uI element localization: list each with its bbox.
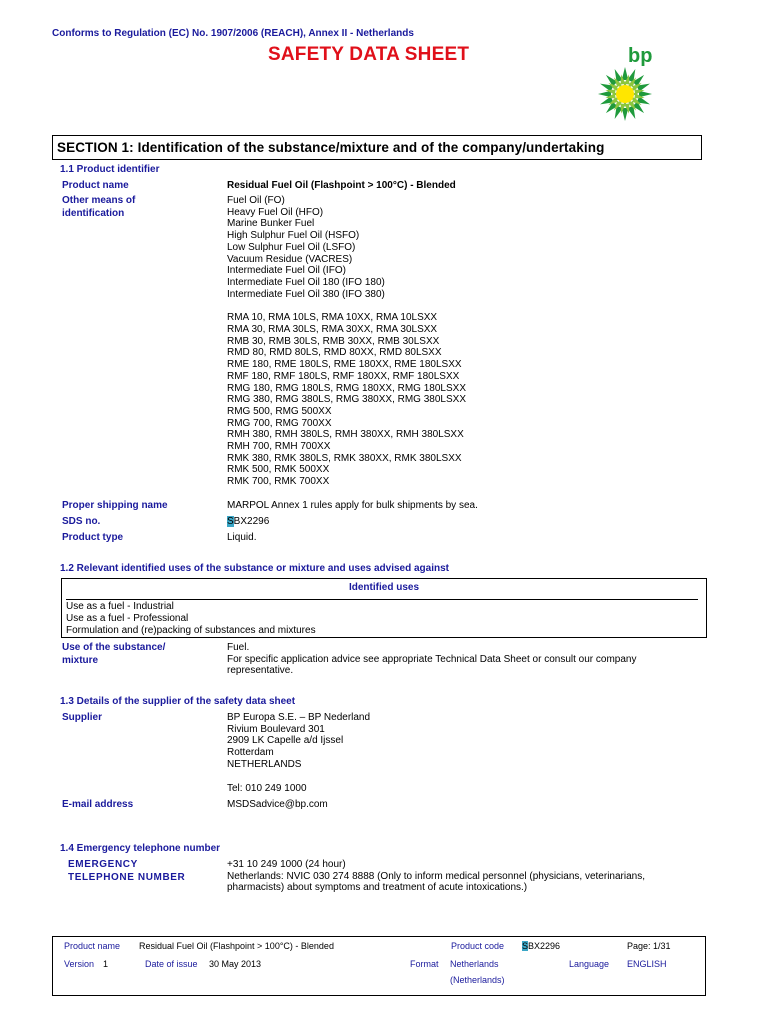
other-means-item: RMG 380, RMG 380LS, RMG 380XX, RMG 380LSXX: [227, 394, 466, 406]
emergency-label-line: EMERGENCY: [68, 859, 138, 870]
email-value[interactable]: MSDSadvice@bp.com: [227, 799, 328, 810]
other-means-item: RMF 180, RMF 180LS, RMF 180XX, RMF 180LSXX: [227, 370, 460, 382]
page-footer: [52, 936, 706, 996]
other-means-item: RMH 380, RMH 380LS, RMH 380XX, RMH 380LSXX: [227, 429, 464, 441]
subsection-1-3-title: 1.3 Details of the supplier of the safety data sheet: [60, 696, 296, 707]
other-means-item: RMK 700, RMK 700XX: [227, 476, 330, 488]
identified-uses-list: [66, 601, 316, 637]
subsection-1-2-title: 1.2 Relevant identified uses of the substance or mixture and uses advised against: [60, 563, 450, 574]
product-type-label: Product type: [62, 532, 124, 543]
other-means-list: [227, 195, 466, 488]
supplier-line: Rotterdam: [227, 747, 274, 759]
use-line: representative.: [227, 665, 294, 677]
other-means-item: RMK 500, RMK 500XX: [227, 464, 330, 476]
footer-language-label: Language: [569, 959, 610, 969]
identified-uses-divider: [66, 599, 698, 600]
footer-product-code-rest: BX2296: [528, 941, 561, 951]
regulation-notice: Conforms to Regulation (EC) No. 1907/2006 (REACH), Annex II - Netherlands: [52, 28, 414, 39]
emergency-line: Netherlands: NVIC 030 274 8888 (Only to inform medical personnel (physicians, veterinarians,: [227, 870, 645, 882]
other-means-label: Other means of identification: [62, 195, 136, 219]
email-label: E-mail address: [62, 799, 134, 810]
use-of-substance-value: [227, 642, 637, 677]
footer-format-label: Format: [410, 959, 439, 969]
other-means-item: Marine Bunker Fuel: [227, 218, 315, 230]
other-means-item: RMG 500, RMG 500XX: [227, 405, 332, 417]
supplier-label: Supplier: [62, 712, 103, 723]
other-means-item: High Sulphur Fuel Oil (HSFO): [227, 230, 360, 242]
bp-logo: [585, 42, 665, 122]
other-means-item: Low Sulphur Fuel Oil (LSFO): [227, 241, 356, 253]
supplier-line: BP Europa S.E. – BP Nederland: [227, 712, 371, 723]
other-means-item: RMB 30, RMB 30LS, RMB 30XX, RMB 30LSXX: [227, 335, 440, 347]
other-means-item: RMA 30, RMA 30LS, RMA 30XX, RMA 30LSXX: [227, 324, 438, 336]
logo-center: [616, 85, 634, 103]
footer-date-label: Date of issue: [145, 959, 198, 969]
identified-use-row: Use as a fuel - Professional: [66, 613, 189, 624]
emergency-numbers: [227, 859, 645, 894]
other-means-item: RMH 700, RMH 700XX: [227, 441, 331, 453]
other-means-item: RME 180, RME 180LS, RME 180XX, RME 180LSXX: [227, 359, 462, 371]
identified-uses-header: Identified uses: [348, 582, 419, 593]
supplier-line: Rivium Boulevard 301: [227, 723, 325, 735]
sds-number-value: [227, 516, 269, 528]
identified-uses-table: [61, 578, 707, 638]
bp-logo-text: bp: [628, 45, 653, 67]
footer-version-label: Version: [64, 959, 95, 969]
section-1-heading: SECTION 1: Identification of the substance/mixture and of the company/undertaking: [52, 135, 702, 160]
product-name-label: Product name: [62, 180, 129, 191]
other-means-item: Heavy Fuel Oil (HFO): [227, 206, 324, 218]
footer-date: 30 May 2013: [209, 959, 262, 969]
other-means-item: RMG 700, RMG 700XX: [227, 417, 332, 429]
emergency-line: pharmacists) about symptoms and treatment of acute intoxications.): [227, 882, 528, 894]
supplier-telephone: Tel: 010 249 1000: [227, 782, 307, 794]
other-means-item: Intermediate Fuel Oil (IFO): [227, 265, 346, 277]
subsection-1-4-title: 1.4 Emergency telephone number: [60, 843, 221, 854]
identified-use-row: Use as a fuel - Industrial: [66, 601, 174, 612]
product-name-value: Residual Fuel Oil (Flashpoint > 100°C) - Blended: [227, 180, 456, 191]
emergency-label: [68, 859, 185, 884]
other-means-item: RMG 180, RMG 180LS, RMG 180XX, RMG 180LSXX: [227, 382, 466, 394]
sds-number-rest: BX2296: [233, 516, 270, 527]
use-line: For specific application advice see appropriate Technical Data Sheet or consult our company: [227, 653, 637, 665]
footer-page-number: Page: 1/31: [627, 941, 671, 951]
other-means-item: Fuel Oil (FO): [227, 195, 285, 206]
other-means-item: RMK 380, RMK 380LS, RMK 380XX, RMK 380LSXX: [227, 452, 462, 464]
shipping-name-value: MARPOL Annex 1 rules apply for bulk shipments by sea.: [227, 500, 478, 511]
footer-version: 1: [103, 959, 109, 969]
use-line: Fuel.: [227, 642, 250, 653]
footer-product-code-highlight: S: [522, 941, 529, 951]
sds-number-highlight: S: [227, 516, 234, 527]
footer-language: ENGLISH: [627, 959, 667, 969]
emergency-label-line: TELEPHONE NUMBER: [68, 871, 186, 883]
supplier-line: 2909 LK Capelle a/d Ijssel: [227, 735, 344, 747]
shipping-name-label: Proper shipping name: [62, 500, 168, 511]
supplier-address: [227, 712, 370, 794]
sds-number-label: SDS no.: [62, 516, 101, 527]
product-type-value: Liquid.: [227, 532, 257, 543]
footer-product-code-label: Product code: [451, 941, 505, 951]
other-means-item: Intermediate Fuel Oil 380 (IFO 380): [227, 288, 385, 300]
use-of-substance-label: Use of the substance/ mixture: [62, 642, 166, 666]
document-title: SAFETY DATA SHEET: [268, 44, 470, 65]
footer-product-name-label: Product name: [64, 941, 121, 951]
identified-use-row: Formulation and (re)packing of substances and mixtures: [66, 625, 316, 636]
other-means-item: Intermediate Fuel Oil 180 (IFO 180): [227, 276, 385, 288]
other-means-item: RMA 10, RMA 10LS, RMA 10XX, RMA 10LSXX: [227, 312, 438, 324]
other-means-item: RMD 80, RMD 80LS, RMD 80XX, RMD 80LSXX: [227, 347, 442, 359]
footer-format-line1: Netherlands: [450, 959, 499, 969]
footer-product-name: Residual Fuel Oil (Flashpoint > 100°C) - Blended: [139, 941, 334, 951]
other-means-item: Vacuum Residue (VACRES): [227, 253, 353, 265]
emergency-line: +31 10 249 1000 (24 hour): [227, 859, 346, 870]
footer-format-line2: (Netherlands): [450, 975, 505, 985]
footer-product-code: [522, 941, 560, 951]
supplier-line: NETHERLANDS: [227, 758, 302, 770]
subsection-1-1-title: 1.1 Product identifier: [60, 164, 160, 175]
